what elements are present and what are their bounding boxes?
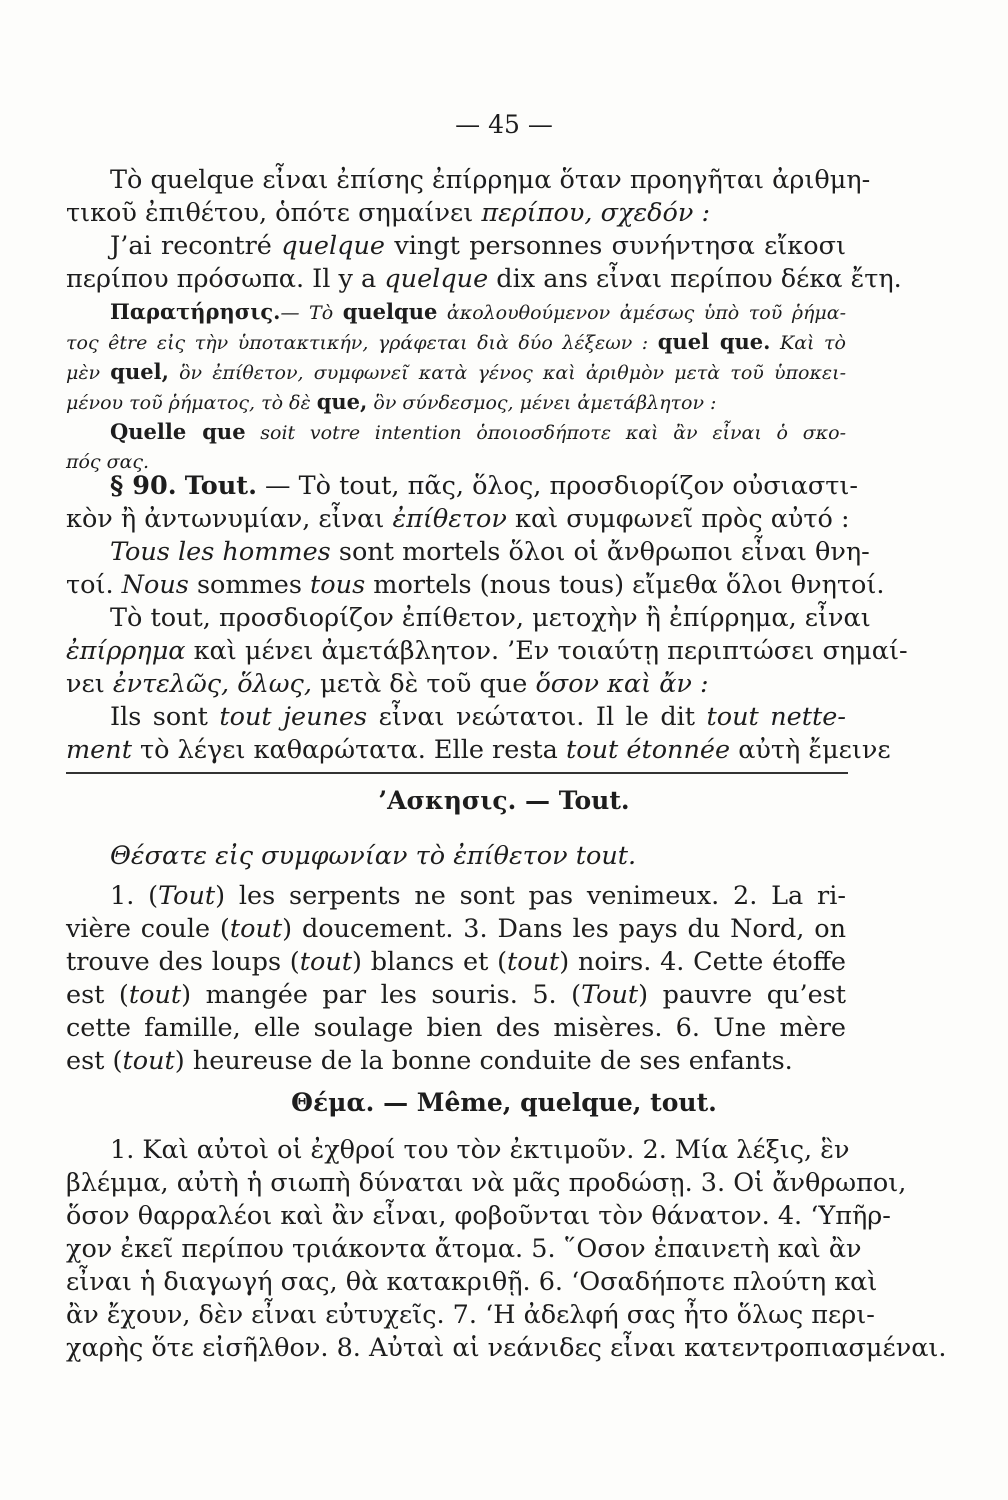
text-line: Τὸ tout, προσδιορίζον ἐπίθετον, μετοχὴν ἢ ἐπίρρημα, εἶναι: [110, 603, 871, 633]
example-line: Ils sont tout jeunes εἶναι νεώτατοι. Il le dit tout nette-: [110, 702, 846, 732]
note-line: πός σας.: [66, 451, 150, 473]
theme-heading: Θέμα. — Même, quelque, tout.: [291, 1088, 717, 1117]
theme-line: ἂν ἔχουν, δὲν εἶναι εὐτυχεῖς. 7. ‘Η ἀδελφή σας ἦτο ὅλως περι-: [66, 1300, 875, 1330]
text-line: ἐπίρρημα καὶ μένει ἀμετάβλητον. ’Εν τοιαύτῃ περιπτώσει σημαί-: [66, 636, 908, 666]
example-line: Tous les hommes sont mortels ὅλοι οἱ ἄνθρωποι εἶναι θνη-: [110, 537, 870, 567]
exercise-line: cette famille, elle soulage bien des misères. 6. Une mère: [66, 1013, 846, 1043]
theme-line: χον ἐκεῖ περίπου τριάκοντα ἄτομα. 5. ῞Οσον ἐπαινετὴ καὶ ἂν: [66, 1234, 862, 1264]
example-line: περίπου πρόσωπα. Il y a quelque dix ans εἶναι περίπου δέκα ἔτη.: [66, 264, 902, 294]
theme-line: 1. Καὶ αὐτοὶ οἱ ἐχθροί του τὸν ἐκτιμοῦν. 2. Μία λέξις, ἓν: [110, 1135, 850, 1165]
paragraph-quelque-adverb: [66, 164, 902, 296]
page-number: — 45 —: [455, 110, 553, 139]
example-line: τοί. Nous sommes tous mortels (nous tous) εἴμεθα ὅλοι θνητοί.: [66, 570, 885, 600]
exercise-line: vière coule (tout) doucement. 3. Dans les pays du Nord, on: [66, 914, 846, 944]
horizontal-rule: [66, 772, 848, 774]
exercise-block: [66, 840, 846, 873]
theme-block: [66, 1134, 947, 1365]
section-90-tout: [66, 470, 908, 767]
note-line: τος être εἰς τὴν ὑποτακτικήν, γράφεται διὰ δύο λέξεων : quel que. Καὶ τὸ: [66, 329, 846, 354]
exercise-line: trouve des loups (tout) blancs et (tout) noirs. 4. Cette étoffe: [66, 947, 846, 977]
example-line: J’ai recontré quelque vingt personnes συνήντησα εἴκοσι: [110, 231, 847, 261]
note-line: μένου τοῦ ῥήματος, τὸ δὲ que, ὃν σύνδεσμος, μένει ἀμετάβλητον :: [66, 389, 717, 414]
exercise-line: 1. (Tout) les serpents ne sont pas venimeux. 2. La ri-: [110, 881, 846, 911]
theme-line: εἶναι ἡ διαγωγή σας, θὰ κατακριθῇ. 6. ‘Οσαδήποτε πλούτη καὶ: [66, 1267, 878, 1297]
note-line: μὲν quel, ὃν ἐπίθετον, συμφωνεῖ κατὰ γένος καὶ ἀριθμὸν μετὰ τοῦ ὑποκει-: [66, 359, 846, 384]
text-line: τικοῦ ἐπιθέτου, ὁπότε σημαίνει περίπου, σχεδόν :: [66, 198, 711, 228]
exercise-line: est (tout) mangée par les souris. 5. (Tout) pauvre qu’est: [66, 980, 846, 1010]
exercise-sentences: [66, 880, 846, 1078]
note-paratirisis: [66, 297, 846, 477]
note-label: Παρατήρησις.: [110, 299, 281, 324]
section-title-line: § 90. Tout. — Τὸ tout, πᾶς, ὅλος, προσδιορίζον οὐσιαστι-: [110, 471, 859, 501]
text-line: νει ἐντελῶς, ὅλως, μετὰ δὲ τοῦ que ὅσον καὶ ἄν :: [66, 669, 709, 699]
example-line: ment τὸ λέγει καθαρώτατα. Elle resta tout étonnée αὐτὴ ἔμεινε: [66, 735, 891, 765]
theme-line: ὅσον θαρραλέοι καὶ ἂν εἶναι, φοβοῦνται τὸν θάνατον. 4. ‘Υπῆρ-: [66, 1201, 891, 1231]
exercise-line: est (tout) heureuse de la bonne conduite de ses enfants.: [66, 1046, 793, 1076]
text-line: κὸν ἢ ἀντωνυμίαν, εἶναι ἐπίθετον καὶ συμφωνεῖ πρὸς αὐτό :: [66, 504, 850, 534]
note-line: Quelle que soit votre intention ὁποιοσδήποτε καὶ ἂν εἶναι ὁ σκο-: [110, 419, 846, 444]
note-line: Παρατήρησις.— Τὸ quelque ἀκολουθούμενον ἀμέσως ὑπὸ τοῦ ῥήμα-: [110, 299, 846, 324]
section-number: § 90.: [110, 471, 177, 501]
section-title: Tout.: [184, 471, 257, 501]
text-line: Τὸ quelque εἶναι ἐπίσης ἐπίρρημα ὅταν προηγῆται ἀριθμη-: [110, 165, 871, 195]
theme-line: βλέμμα, αὐτὴ ἡ σιωπὴ δύναται νὰ μᾶς προδώσῃ. 3. Οἱ ἄνθρωποι,: [66, 1168, 907, 1198]
exercise-heading: ’Ασκησις. — Tout.: [378, 786, 630, 815]
theme-line: χαρὴς ὅτε εἰσῆλθον. 8. Αὐταὶ αἱ νεάνιδες εἶναι κατεντροπιασμέναι.: [66, 1333, 947, 1363]
exercise-instruction: Θέσατε εἰς συμφωνίαν τὸ ἐπίθετον tout.: [110, 841, 637, 871]
